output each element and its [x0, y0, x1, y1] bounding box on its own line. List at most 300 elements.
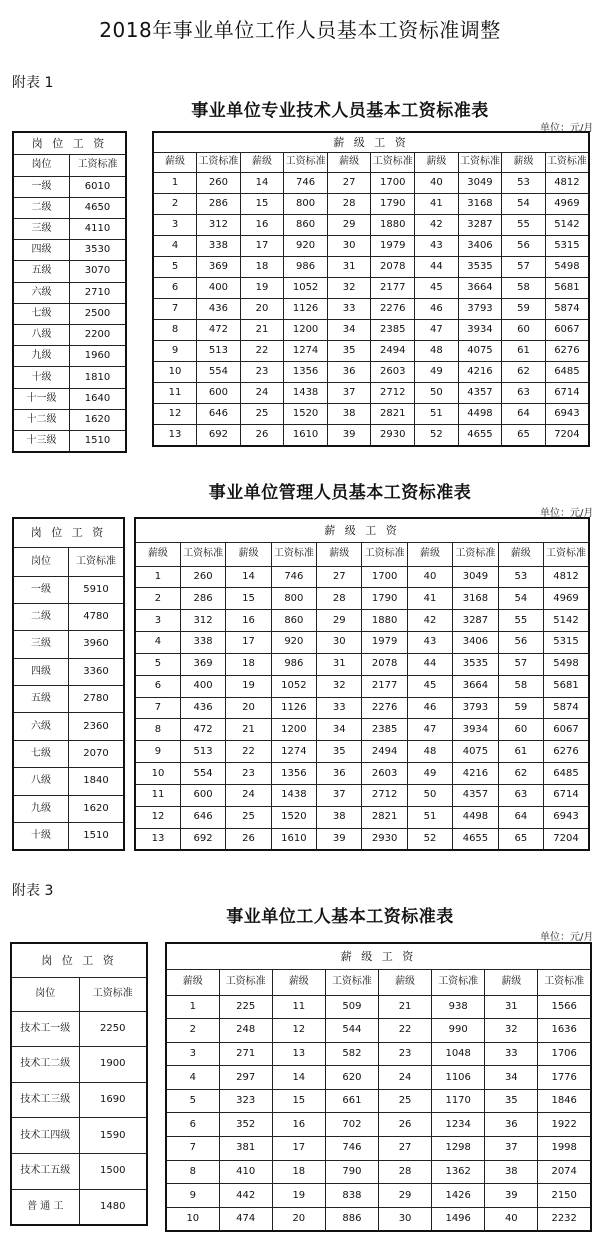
table-row — [153, 193, 589, 214]
page-title: 2018年事业单位工作人员基本工资标准调整 — [99, 18, 501, 42]
grade-salary-cell: 369 — [180, 653, 225, 675]
grade-cell: 6 — [153, 277, 197, 298]
table-row — [13, 631, 124, 658]
grade-cell: 12 — [272, 1019, 325, 1043]
grade-salary-cell: 3406 — [458, 235, 502, 256]
grade-cell: 39 — [485, 1184, 538, 1208]
grade-salary-cell: 1636 — [538, 1019, 591, 1043]
grade-salary-cell: 260 — [180, 566, 225, 588]
grade-column-header: 薪级 — [317, 542, 362, 566]
grade-salary-cell: 1106 — [432, 1066, 485, 1090]
grade-salary-cell: 2385 — [371, 319, 415, 340]
position-cell: 十级 — [13, 367, 70, 388]
position-salary-table-3 — [10, 942, 148, 1226]
grade-column-header: 薪级 — [272, 969, 325, 995]
grade-cell: 38 — [317, 806, 362, 828]
grade-cell: 44 — [415, 256, 459, 277]
grade-cell: 2 — [153, 193, 197, 214]
grade-column-header: 薪级 — [153, 152, 197, 172]
grade-cell: 62 — [498, 763, 543, 785]
grade-salary-cell: 2930 — [362, 828, 407, 850]
position-salary-cell: 1640 — [70, 388, 127, 409]
grade-cell: 20 — [272, 1207, 325, 1231]
grade-salary-cell: 3664 — [458, 277, 502, 298]
grade-cell: 17 — [240, 235, 284, 256]
grade-salary-cell: 886 — [325, 1207, 378, 1231]
table-row — [153, 298, 589, 319]
grade-salary-cell: 1706 — [538, 1042, 591, 1066]
grade-salary-cell: 4969 — [544, 588, 589, 610]
table-row — [13, 823, 124, 850]
table-row — [13, 603, 124, 630]
table-row — [135, 675, 589, 697]
grade-salary-cell: 2150 — [538, 1184, 591, 1208]
grade-cell: 46 — [415, 298, 459, 319]
grade-cell: 61 — [498, 741, 543, 763]
grade-salary-cell: 5681 — [545, 277, 589, 298]
grade-cell: 13 — [272, 1042, 325, 1066]
grade-column-header: 薪级 — [502, 152, 546, 172]
grade-salary-cell: 746 — [284, 172, 328, 193]
position-cell: 普 通 工 — [11, 1189, 79, 1225]
table-row — [166, 1089, 591, 1113]
grade-cell: 17 — [272, 1137, 325, 1161]
table-row — [153, 383, 589, 404]
grade-cell: 5 — [153, 256, 197, 277]
grade-salary-cell: 4357 — [453, 784, 498, 806]
grade-cell: 20 — [240, 298, 284, 319]
grade-salary-cell: 702 — [325, 1113, 378, 1137]
grade-salary-cell: 2232 — [538, 1207, 591, 1231]
grade-salary-cell: 7204 — [545, 425, 589, 446]
table-row — [13, 768, 124, 795]
grade-salary-cell: 646 — [180, 806, 225, 828]
grade-cell: 21 — [379, 995, 432, 1019]
grade-cell: 50 — [407, 784, 452, 806]
grade-salary-cell: 800 — [284, 193, 328, 214]
position-salary-cell: 3530 — [70, 240, 127, 261]
grade-column-header: 薪级 — [226, 542, 271, 566]
grade-salary-cell: 1298 — [432, 1137, 485, 1161]
grade-salary-cell: 4498 — [453, 806, 498, 828]
grade-salary-cell: 1610 — [271, 828, 316, 850]
position-cell: 技术工三级 — [11, 1082, 79, 1118]
grade-cell: 16 — [226, 610, 271, 632]
grade-salary-cell: 1052 — [284, 277, 328, 298]
standard-column-header: 工资标准 — [432, 969, 485, 995]
table-row — [135, 763, 589, 785]
grade-salary-cell: 225 — [219, 995, 272, 1019]
table-row — [166, 1160, 591, 1184]
grade-salary-group-header: 薪 级 工 资 — [153, 132, 589, 152]
grade-cell: 27 — [327, 172, 371, 193]
grade-salary-cell: 472 — [197, 319, 241, 340]
grade-cell: 24 — [226, 784, 271, 806]
position-salary-cell: 2200 — [70, 325, 127, 346]
grade-salary-cell: 4969 — [545, 193, 589, 214]
grade-salary-cell: 6067 — [544, 719, 589, 741]
grade-salary-cell: 4655 — [458, 425, 502, 446]
grade-cell: 4 — [135, 632, 180, 654]
grade-cell: 57 — [502, 256, 546, 277]
grade-cell: 14 — [272, 1066, 325, 1090]
table-row — [13, 795, 124, 822]
table-title-3: 事业单位工人基本工资标准表 — [226, 907, 454, 927]
position-cell: 技术工五级 — [11, 1154, 79, 1190]
table-row — [13, 686, 124, 713]
grade-salary-cell: 2078 — [371, 256, 415, 277]
grade-salary-cell: 1610 — [284, 425, 328, 446]
unit-label-3: 单位：元/月 — [540, 932, 594, 943]
grade-salary-cell: 6943 — [544, 806, 589, 828]
position-salary-cell: 2250 — [79, 1011, 147, 1047]
grade-salary-cell: 4498 — [458, 404, 502, 425]
grade-salary-cell: 4655 — [453, 828, 498, 850]
standard-column-header: 工资标准 — [70, 154, 127, 176]
position-salary-cell: 2360 — [69, 713, 125, 740]
standard-column-header: 工资标准 — [325, 969, 378, 995]
grade-salary-cell: 1700 — [371, 172, 415, 193]
position-salary-cell: 2780 — [69, 686, 125, 713]
grade-cell: 56 — [502, 235, 546, 256]
grade-cell: 39 — [317, 828, 362, 850]
grade-salary-cell: 1922 — [538, 1113, 591, 1137]
grade-salary-cell: 6714 — [545, 383, 589, 404]
grade-cell: 27 — [317, 566, 362, 588]
grade-cell: 29 — [379, 1184, 432, 1208]
table-row — [13, 713, 124, 740]
grade-cell: 23 — [226, 763, 271, 785]
grade-cell: 58 — [502, 277, 546, 298]
grade-salary-cell: 4812 — [545, 172, 589, 193]
table-row — [153, 341, 589, 362]
grade-cell: 9 — [135, 741, 180, 763]
table-row — [13, 658, 124, 685]
grade-cell: 25 — [226, 806, 271, 828]
grade-cell: 3 — [153, 214, 197, 235]
grade-salary-cell: 3793 — [458, 298, 502, 319]
position-cell: 技术工一级 — [11, 1011, 79, 1047]
grade-cell: 49 — [415, 362, 459, 383]
grade-cell: 6 — [166, 1113, 219, 1137]
grade-cell: 40 — [485, 1207, 538, 1231]
grade-salary-cell: 5315 — [545, 235, 589, 256]
grade-salary-cell: 286 — [180, 588, 225, 610]
grade-cell: 59 — [502, 298, 546, 319]
grade-cell: 18 — [226, 653, 271, 675]
grade-salary-cell: 1979 — [371, 235, 415, 256]
grade-salary-cell: 400 — [180, 675, 225, 697]
grade-cell: 45 — [415, 277, 459, 298]
table-row — [166, 1113, 591, 1137]
position-cell: 五级 — [13, 686, 69, 713]
grade-salary-cell: 4075 — [458, 341, 502, 362]
grade-cell: 2 — [135, 588, 180, 610]
table-row — [153, 425, 589, 446]
grade-cell: 35 — [485, 1089, 538, 1113]
grade-cell: 5 — [135, 653, 180, 675]
table-title-1: 事业单位专业技术人员基本工资标准表 — [191, 101, 489, 121]
grade-salary-cell: 312 — [197, 214, 241, 235]
table-row — [166, 995, 591, 1019]
grade-salary-cell: 1362 — [432, 1160, 485, 1184]
grade-cell: 42 — [415, 214, 459, 235]
position-salary-cell: 1620 — [70, 409, 127, 430]
grade-salary-cell: 474 — [219, 1207, 272, 1231]
position-cell: 技术工四级 — [11, 1118, 79, 1154]
grade-cell: 57 — [498, 653, 543, 675]
grade-salary-cell: 582 — [325, 1042, 378, 1066]
grade-salary-cell: 3168 — [458, 193, 502, 214]
grade-salary-cell: 2494 — [371, 341, 415, 362]
position-column-header: 岗位 — [13, 547, 69, 576]
annex-label-3: 附表 3 — [12, 883, 54, 899]
annex-label-1: 附表 1 — [12, 75, 54, 91]
position-column-header: 岗位 — [11, 977, 79, 1011]
position-cell: 四级 — [13, 658, 69, 685]
position-salary-cell: 3070 — [70, 261, 127, 282]
grade-cell: 30 — [379, 1207, 432, 1231]
table-row — [13, 240, 126, 261]
position-salary-table-2 — [12, 517, 125, 851]
grade-cell: 4 — [166, 1066, 219, 1090]
grade-cell: 54 — [502, 193, 546, 214]
position-salary-cell: 1840 — [69, 768, 125, 795]
grade-cell: 33 — [485, 1042, 538, 1066]
grade-salary-cell: 1200 — [284, 319, 328, 340]
position-salary-cell: 6010 — [70, 176, 127, 197]
grade-cell: 54 — [498, 588, 543, 610]
grade-cell: 22 — [226, 741, 271, 763]
grade-salary-cell: 4812 — [544, 566, 589, 588]
grade-column-header: 薪级 — [240, 152, 284, 172]
grade-salary-table-3 — [165, 942, 592, 1232]
grade-salary-cell: 472 — [180, 719, 225, 741]
table-row — [135, 741, 589, 763]
table-row — [166, 1137, 591, 1161]
grade-cell: 37 — [327, 383, 371, 404]
grade-cell: 28 — [317, 588, 362, 610]
table-row — [153, 404, 589, 425]
table-row — [166, 1184, 591, 1208]
grade-salary-cell: 692 — [180, 828, 225, 850]
grade-cell: 51 — [407, 806, 452, 828]
position-salary-cell: 3960 — [69, 631, 125, 658]
table-row — [153, 235, 589, 256]
grade-cell: 36 — [317, 763, 362, 785]
position-salary-cell: 1810 — [70, 367, 127, 388]
grade-salary-cell: 5874 — [545, 298, 589, 319]
grade-salary-cell: 2276 — [362, 697, 407, 719]
grade-cell: 25 — [379, 1089, 432, 1113]
grade-salary-cell: 554 — [197, 362, 241, 383]
grade-column-header: 薪级 — [166, 969, 219, 995]
grade-salary-cell: 1846 — [538, 1089, 591, 1113]
grade-salary-cell: 1052 — [271, 675, 316, 697]
table-row — [153, 277, 589, 298]
grade-salary-cell: 2494 — [362, 741, 407, 763]
grade-cell: 12 — [153, 404, 197, 425]
grade-cell: 30 — [327, 235, 371, 256]
grade-cell: 40 — [407, 566, 452, 588]
table-row — [11, 1118, 147, 1154]
grade-salary-cell: 1880 — [362, 610, 407, 632]
grade-column-header: 薪级 — [379, 969, 432, 995]
grade-salary-cell: 297 — [219, 1066, 272, 1090]
grade-salary-cell: 312 — [180, 610, 225, 632]
grade-cell: 23 — [240, 362, 284, 383]
grade-cell: 61 — [502, 341, 546, 362]
grade-salary-cell: 1356 — [271, 763, 316, 785]
grade-cell: 37 — [485, 1137, 538, 1161]
grade-salary-cell: 271 — [219, 1042, 272, 1066]
grade-cell: 18 — [272, 1160, 325, 1184]
grade-salary-cell: 1170 — [432, 1089, 485, 1113]
position-cell: 九级 — [13, 346, 70, 367]
grade-salary-cell: 800 — [271, 588, 316, 610]
grade-cell: 10 — [135, 763, 180, 785]
position-cell: 七级 — [13, 303, 70, 324]
position-cell: 十级 — [13, 823, 69, 850]
grade-salary-cell: 4075 — [453, 741, 498, 763]
grade-salary-cell: 1790 — [371, 193, 415, 214]
grade-cell: 5 — [166, 1089, 219, 1113]
grade-salary-cell: 3793 — [453, 697, 498, 719]
position-cell: 十三级 — [13, 431, 70, 452]
position-salary-table-1 — [12, 131, 127, 453]
position-cell: 十一级 — [13, 388, 70, 409]
grade-salary-cell: 1200 — [271, 719, 316, 741]
grade-cell: 1 — [135, 566, 180, 588]
grade-column-header: 薪级 — [327, 152, 371, 172]
table-row — [166, 1042, 591, 1066]
table-row — [13, 576, 124, 603]
grade-salary-cell: 442 — [219, 1184, 272, 1208]
grade-cell: 33 — [317, 697, 362, 719]
grade-salary-cell: 746 — [271, 566, 316, 588]
grade-salary-cell: 260 — [197, 172, 241, 193]
grade-salary-cell: 1274 — [271, 741, 316, 763]
standard-column-header: 工资标准 — [79, 977, 147, 1011]
grade-cell: 16 — [272, 1113, 325, 1137]
grade-cell: 59 — [498, 697, 543, 719]
position-salary-cell: 4650 — [70, 197, 127, 218]
grade-salary-cell: 4216 — [458, 362, 502, 383]
grade-cell: 19 — [240, 277, 284, 298]
grade-cell: 37 — [317, 784, 362, 806]
table-row — [11, 1189, 147, 1225]
table-row — [135, 784, 589, 806]
standard-column-header: 工资标准 — [453, 542, 498, 566]
position-cell: 二级 — [13, 197, 70, 218]
grade-cell: 19 — [226, 675, 271, 697]
table-row — [13, 388, 126, 409]
table-row — [135, 610, 589, 632]
grade-column-header: 薪级 — [415, 152, 459, 172]
grade-salary-cell: 646 — [197, 404, 241, 425]
grade-salary-cell: 920 — [271, 632, 316, 654]
position-salary-cell: 1690 — [79, 1082, 147, 1118]
grade-cell: 23 — [379, 1042, 432, 1066]
grade-salary-cell: 1979 — [362, 632, 407, 654]
table-row — [11, 1011, 147, 1047]
table-row — [13, 218, 126, 239]
table-row — [166, 1207, 591, 1231]
table-row — [13, 409, 126, 430]
grade-cell: 25 — [240, 404, 284, 425]
position-cell: 二级 — [13, 603, 69, 630]
position-cell: 十二级 — [13, 409, 70, 430]
grade-cell: 65 — [498, 828, 543, 850]
grade-cell: 60 — [498, 719, 543, 741]
grade-cell: 9 — [153, 341, 197, 362]
grade-cell: 52 — [407, 828, 452, 850]
grade-column-header: 薪级 — [407, 542, 452, 566]
position-salary-cell: 1510 — [70, 431, 127, 452]
grade-salary-cell: 338 — [197, 235, 241, 256]
grade-cell: 4 — [153, 235, 197, 256]
grade-cell: 21 — [226, 719, 271, 741]
position-salary-group-header: 岗 位 工 资 — [13, 518, 124, 547]
grade-cell: 11 — [153, 383, 197, 404]
grade-salary-cell: 2177 — [362, 675, 407, 697]
grade-cell: 63 — [498, 784, 543, 806]
standard-column-header: 工资标准 — [362, 542, 407, 566]
grade-salary-cell: 6067 — [545, 319, 589, 340]
grade-cell: 14 — [226, 566, 271, 588]
position-cell: 一级 — [13, 176, 70, 197]
table-row — [135, 719, 589, 741]
standard-column-header: 工资标准 — [271, 542, 316, 566]
grade-salary-cell: 746 — [325, 1137, 378, 1161]
grade-salary-cell: 620 — [325, 1066, 378, 1090]
position-cell: 一级 — [13, 576, 69, 603]
grade-salary-cell: 513 — [180, 741, 225, 763]
grade-salary-cell: 1998 — [538, 1137, 591, 1161]
grade-cell: 53 — [502, 172, 546, 193]
grade-cell: 43 — [407, 632, 452, 654]
grade-cell: 53 — [498, 566, 543, 588]
grade-cell: 43 — [415, 235, 459, 256]
grade-salary-cell: 2078 — [362, 653, 407, 675]
position-salary-cell: 3360 — [69, 658, 125, 685]
grade-salary-cell: 352 — [219, 1113, 272, 1137]
grade-cell: 22 — [379, 1019, 432, 1043]
grade-salary-cell: 1048 — [432, 1042, 485, 1066]
standard-column-header: 工资标准 — [69, 547, 125, 576]
table-row — [135, 828, 589, 850]
standard-column-header: 工资标准 — [544, 542, 589, 566]
table-row — [13, 197, 126, 218]
grade-salary-cell: 3406 — [453, 632, 498, 654]
grade-cell: 30 — [317, 632, 362, 654]
grade-cell: 18 — [240, 256, 284, 277]
grade-salary-cell: 990 — [432, 1019, 485, 1043]
position-cell: 五级 — [13, 261, 70, 282]
grade-cell: 51 — [415, 404, 459, 425]
grade-salary-cell: 1520 — [271, 806, 316, 828]
grade-column-header: 薪级 — [485, 969, 538, 995]
grade-cell: 38 — [485, 1160, 538, 1184]
grade-cell: 39 — [327, 425, 371, 446]
grade-salary-cell: 5498 — [544, 653, 589, 675]
table-row — [135, 806, 589, 828]
grade-salary-cell: 381 — [219, 1137, 272, 1161]
grade-salary-cell: 1234 — [432, 1113, 485, 1137]
grade-cell: 55 — [498, 610, 543, 632]
grade-cell: 13 — [153, 425, 197, 446]
grade-salary-cell: 5681 — [544, 675, 589, 697]
